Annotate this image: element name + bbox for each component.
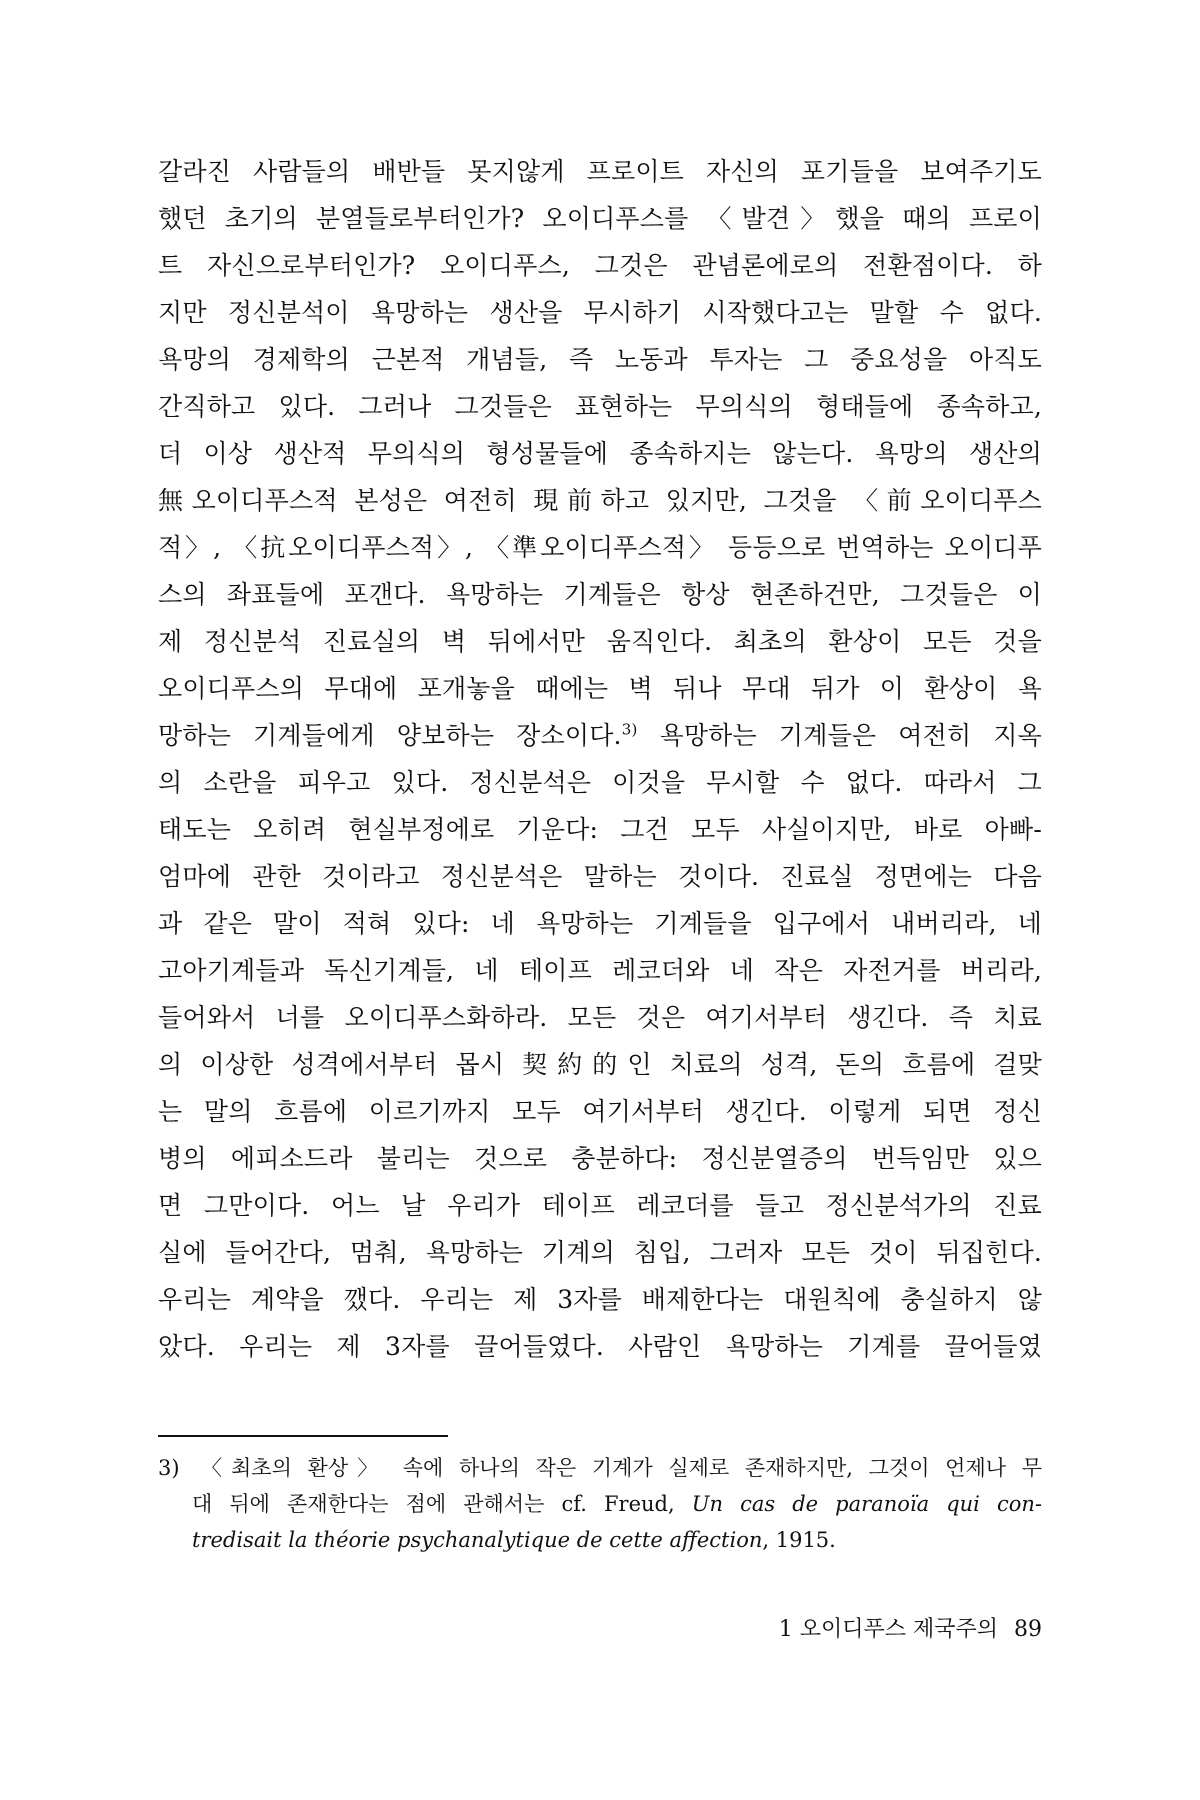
footnote-text: 대 뒤에 존재한다는 점에 관해서는 cf. Freud,	[192, 1492, 692, 1516]
body-line: 엄마에 관한 것이라고 정신분석은 말하는 것이다. 진료실 정면에는 다음	[158, 862, 1042, 891]
body-line: 지만 정신분석이 욕망하는 생산을 무시하기 시작했다고는 말할 수 없다.	[158, 298, 1042, 327]
footnote-reference[interactable]: 3)	[621, 720, 638, 739]
body-line: 스의 좌표들에 포갠다. 욕망하는 기계들은 항상 현존하건만, 그것들은 이	[158, 580, 1042, 609]
body-line: 했던 초기의 분열들로부터인가? 오이디푸스를 〈발견〉했을 때의 프로이	[158, 204, 1042, 233]
footnote-year: , 1915.	[762, 1528, 836, 1552]
page-number: 89	[1014, 1617, 1042, 1642]
body-line: 실에 들어간다, 멈춰, 욕망하는 기계의 침입, 그러자 모든 것이 뒤집힌다.	[158, 1238, 1042, 1267]
body-line: 의 소란을 피우고 있다. 정신분석은 이것을 무시할 수 없다. 따라서 그	[158, 768, 1042, 797]
body-line: 간직하고 있다. 그러나 그것들은 표현하는 무의식의 형태들에 종속하고,	[158, 392, 1042, 421]
footnote-line	[158, 1450, 1042, 1486]
body-line: 태도는 오히려 현실부정에로 기운다: 그건 모두 사실이지만, 바로 아빠-	[158, 815, 1042, 844]
body-line: 제 정신분석 진료실의 벽 뒤에서만 움직인다. 최초의 환상이 모든 것을	[158, 627, 1042, 656]
body-line: 는 말의 흐름에 이르기까지 모두 여기서부터 생긴다. 이렇게 되면 정신	[158, 1097, 1042, 1126]
body-line: 고아기계들과 독신기계들, 네 테이프 레코더와 네 작은 자전거를 버리라,	[158, 956, 1042, 985]
footnote-line	[158, 1522, 1042, 1558]
body-line: 적〉, 〈抗오이디푸스적〉, 〈準오이디푸스적〉 등등으로 번역하는 오이디푸	[158, 533, 1042, 562]
body-line: 無오이디푸스적 본성은 여전히 現前하고 있지만, 그것을 〈前오이디푸스	[158, 486, 1042, 515]
body-line: 욕망의 경제학의 근본적 개념들, 즉 노동과 투자는 그 중요성을 아직도	[158, 345, 1042, 374]
footnote-divider	[158, 1435, 448, 1437]
body-line: 의 이상한 성격에서부터 몹시 契約的인 치료의 성격, 돈의 흐름에 걸맞	[158, 1050, 1042, 1079]
body-line: 더 이상 생산적 무의식의 형성물들에 종속하지는 않는다. 욕망의 생산의	[158, 439, 1042, 468]
footnote-number: 3)	[158, 1456, 180, 1480]
body-line-part: 망하는 기계들에게 양보하는 장소이다.	[158, 721, 622, 750]
body-line: 우리는 계약을 깼다. 우리는 제 3자를 배제한다는 대원칙에 충실하지 않	[158, 1285, 1042, 1314]
footnote-cited-title: Un cas de paranoïa qui con-	[691, 1492, 1042, 1516]
body-line-part: 욕망하는 기계들은 여전히 지옥	[637, 721, 1042, 750]
page-footer	[779, 1612, 1042, 1643]
body-line: 과 같은 말이 적혀 있다: 네 욕망하는 기계들을 입구에서 내버리라, 네	[158, 909, 1042, 938]
body-line: 오이디푸스의 무대에 포개놓을 때에는 벽 뒤나 무대 뒤가 이 환상이 욕	[158, 674, 1042, 703]
body-line: 면 그만이다. 어느 날 우리가 테이프 레코더를 들고 정신분석가의 진료	[158, 1191, 1042, 1220]
running-chapter-title: 1 오이디푸스 제국주의	[778, 1617, 998, 1642]
footnote-text: 〈최초의 환상〉 속에 하나의 작은 기계가 실제로 존재하지만, 그것이 언제나 무	[192, 1456, 1042, 1480]
body-line: 트 자신으로부터인가? 오이디푸스, 그것은 관념론에로의 전환점이다. 하	[158, 251, 1042, 280]
footnote	[158, 1450, 1042, 1558]
body-line: 들어와서 너를 오이디푸스화하라. 모든 것은 여기서부터 생긴다. 즉 치료	[158, 1003, 1042, 1032]
body-line-with-footnote-ref	[158, 712, 1042, 759]
body-text	[158, 148, 1042, 1370]
footnote-line	[158, 1486, 1042, 1522]
body-line: 병의 에피소드라 불리는 것으로 충분하다: 정신분열증의 번득임만 있으	[158, 1144, 1042, 1173]
footnote-cited-title: tredisait la théorie psychanalytique de cette affection	[192, 1528, 763, 1552]
body-line: 갈라진 사람들의 배반들 못지않게 프로이트 자신의 포기들을 보여주기도	[158, 157, 1042, 186]
body-line: 았다. 우리는 제 3자를 끌어들였다. 사람인 욕망하는 기계를 끌어들였	[158, 1332, 1042, 1361]
